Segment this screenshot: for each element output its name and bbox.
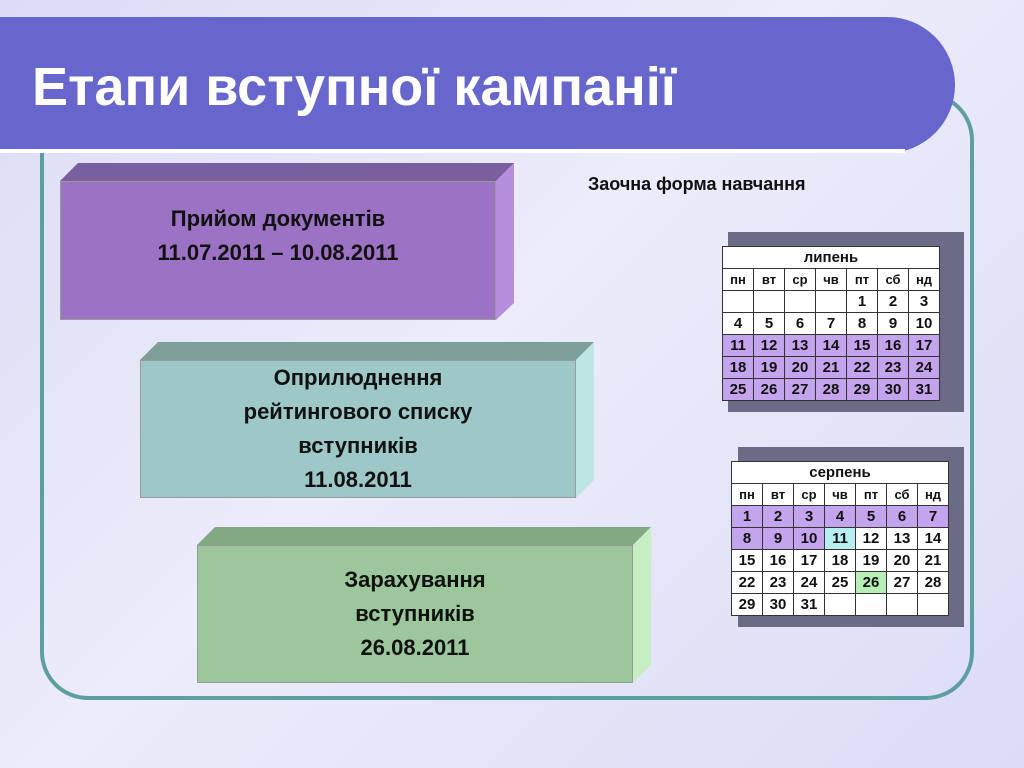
calendar-day-cell: 7: [918, 506, 949, 528]
day-of-week-header: ср: [794, 484, 825, 506]
day-of-week-header: ср: [785, 269, 816, 291]
calendar-empty-cell: [754, 291, 785, 313]
calendar-day-cell: 22: [847, 357, 878, 379]
day-of-week-header: чв: [816, 269, 847, 291]
calendar-day-cell: 5: [754, 313, 785, 335]
calendar-day-cell: 24: [794, 572, 825, 594]
calendar-day-cell: 10: [909, 313, 940, 335]
calendar-day-cell: 14: [918, 528, 949, 550]
calendar-day-cell: 27: [887, 572, 918, 594]
title-band: [0, 17, 955, 153]
calendar-day-cell: 11: [723, 335, 754, 357]
calendar-day-cell: 2: [878, 291, 909, 313]
day-of-week-header: пт: [847, 269, 878, 291]
calendar-day-cell: 4: [825, 506, 856, 528]
calendar-day-cell: 29: [847, 379, 878, 401]
calendar-day-cell: 20: [887, 550, 918, 572]
calendar-july: [722, 246, 940, 401]
calendar-week-row: [723, 313, 940, 335]
calendar-day-cell: 23: [763, 572, 794, 594]
day-of-week-header: пн: [732, 484, 763, 506]
calendar-month-label: серпень: [732, 462, 949, 484]
calendar-day-cell: 9: [763, 528, 794, 550]
calendar-day-cell: 28: [918, 572, 949, 594]
day-of-week-header: нд: [918, 484, 949, 506]
calendar-day-cell: 8: [732, 528, 763, 550]
calendar-day-cell: 10: [794, 528, 825, 550]
calendar-day-cell: 1: [732, 506, 763, 528]
calendar-day-cell: 25: [723, 379, 754, 401]
calendar-day-cell: 21: [816, 357, 847, 379]
calendar-day-cell: 14: [816, 335, 847, 357]
calendar-day-cell: 18: [825, 550, 856, 572]
calendar-day-cell: 11: [825, 528, 856, 550]
calendar-empty-cell: [856, 594, 887, 616]
stage-2-line-4: 11.08.2011: [304, 467, 412, 492]
calendar-day-cell: 8: [847, 313, 878, 335]
calendar-day-cell: 17: [794, 550, 825, 572]
calendar-day-cell: 26: [754, 379, 785, 401]
calendar-day-cell: 17: [909, 335, 940, 357]
stage-3-line-2: вступників: [355, 601, 475, 626]
day-of-week-header: вт: [763, 484, 794, 506]
day-of-week-header: вт: [754, 269, 785, 291]
calendar-week-row: [732, 594, 949, 616]
calendar-day-cell: 3: [794, 506, 825, 528]
stage-3-card: [197, 545, 633, 683]
day-of-week-header: нд: [909, 269, 940, 291]
day-of-week-header: сб: [878, 269, 909, 291]
calendar-empty-cell: [887, 594, 918, 616]
stage-1-top-face: [60, 163, 514, 181]
stage-2-line-3: вступників: [298, 433, 418, 458]
calendar-day-cell: 30: [878, 379, 909, 401]
calendar-day-cell: 16: [878, 335, 909, 357]
calendar-week-row: [723, 357, 940, 379]
stage-2-line-1: Оприлюднення: [273, 365, 443, 390]
calendar-day-cell: 30: [763, 594, 794, 616]
stage-3-side-face: [633, 527, 651, 683]
calendar-day-cell: 19: [856, 550, 887, 572]
calendar-day-cell: 2: [763, 506, 794, 528]
stage-3-line-1: Зарахування: [344, 567, 486, 592]
calendar-day-cell: 4: [723, 313, 754, 335]
slide-title: Етапи вступної кампанії: [32, 57, 676, 117]
calendar-day-cell: 27: [785, 379, 816, 401]
calendar-empty-cell: [785, 291, 816, 313]
calendar-week-row: [723, 291, 940, 313]
stage-1-side-face: [496, 163, 514, 320]
calendar-day-cell: 19: [754, 357, 785, 379]
calendar-day-cell: 18: [723, 357, 754, 379]
calendar-day-cell: 16: [763, 550, 794, 572]
calendar-day-cell: 6: [785, 313, 816, 335]
day-of-week-header: сб: [887, 484, 918, 506]
stage-3-line-3: 26.08.2011: [360, 635, 470, 660]
calendar-day-cell: 31: [794, 594, 825, 616]
calendar-month-label: липень: [723, 247, 940, 269]
stage-1-line-2: 11.07.2011 – 10.08.2011: [157, 240, 399, 265]
calendar-week-row: [732, 506, 949, 528]
calendar-day-cell: 9: [878, 313, 909, 335]
calendar-week-row: [723, 379, 940, 401]
calendar-empty-cell: [825, 594, 856, 616]
calendar-day-cell: 7: [816, 313, 847, 335]
calendar-day-cell: 23: [878, 357, 909, 379]
calendar-day-cell: 12: [754, 335, 785, 357]
day-of-week-header: пн: [723, 269, 754, 291]
calendar-day-cell: 1: [847, 291, 878, 313]
study-form-subtitle: Заочна форма навчання: [588, 174, 806, 194]
stage-2-line-2: рейтингового списку: [243, 399, 473, 424]
calendar-day-cell: 31: [909, 379, 940, 401]
calendar-day-cell: 22: [732, 572, 763, 594]
stage-2-card: [140, 360, 576, 498]
calendar-day-cell: 3: [909, 291, 940, 313]
title-underline: [0, 149, 905, 153]
calendar-week-row: [723, 335, 940, 357]
calendar-day-cell: 15: [847, 335, 878, 357]
calendar-day-cell: 29: [732, 594, 763, 616]
calendar-day-cell: 24: [909, 357, 940, 379]
day-of-week-header: чв: [825, 484, 856, 506]
calendar-empty-cell: [918, 594, 949, 616]
stage-1-card: [60, 181, 496, 320]
calendar-day-cell: 6: [887, 506, 918, 528]
calendar-day-cell: 26: [856, 572, 887, 594]
calendar-day-cell: 20: [785, 357, 816, 379]
calendar-week-row: [732, 550, 949, 572]
stage-1-line-1: Прийом документів: [170, 206, 386, 231]
day-of-week-header: пт: [856, 484, 887, 506]
calendar-august: [731, 461, 949, 616]
calendar-day-cell: 21: [918, 550, 949, 572]
calendar-day-cell: 13: [887, 528, 918, 550]
stage-3-top-face: [197, 527, 651, 545]
calendar-day-cell: 28: [816, 379, 847, 401]
calendar-day-cell: 15: [732, 550, 763, 572]
calendar-empty-cell: [816, 291, 847, 313]
calendar-week-row: [732, 528, 949, 550]
calendar-empty-cell: [723, 291, 754, 313]
calendar-day-cell: 13: [785, 335, 816, 357]
stage-2-side-face: [576, 342, 594, 498]
calendar-day-cell: 25: [825, 572, 856, 594]
calendar-day-cell: 5: [856, 506, 887, 528]
stage-2-top-face: [140, 342, 594, 360]
calendar-day-cell: 12: [856, 528, 887, 550]
calendar-week-row: [732, 572, 949, 594]
